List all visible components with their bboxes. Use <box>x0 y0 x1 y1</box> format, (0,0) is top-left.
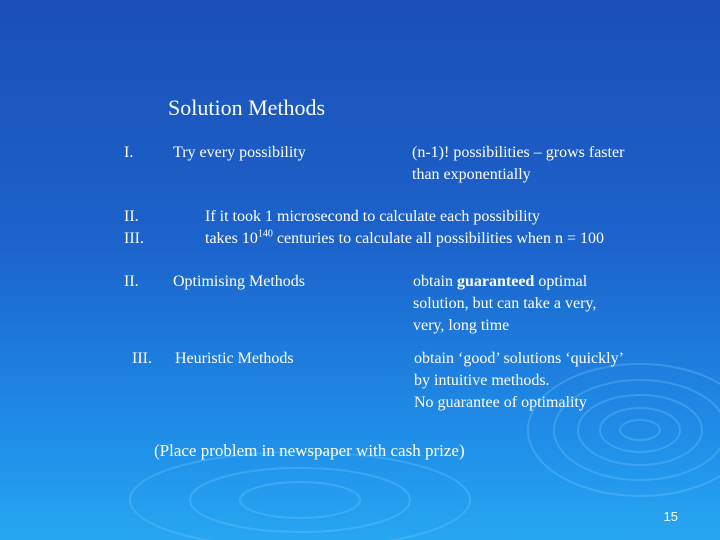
centuries-post: centuries to calculate all possibilities when n = 100 <box>272 230 605 247</box>
desc-optimising-post: optimal <box>534 273 588 290</box>
exponent: 140 <box>257 228 273 240</box>
centuries-line <box>205 228 604 250</box>
desc-optimising-bold: guaranteed <box>457 273 535 290</box>
method-optimising: Optimising Methods <box>173 273 306 290</box>
desc-try-every-line2: than exponentially <box>412 166 531 183</box>
footer-note: (Place problem in newspaper with cash prize) <box>154 441 465 460</box>
numeral-i: I. <box>124 144 134 161</box>
desc-heuristic-line3: No guarantee of optimality <box>414 394 587 411</box>
numeral-ii-b: II. <box>124 273 139 290</box>
desc-optimising-line1 <box>413 271 587 293</box>
numeral-iii-a: III. <box>124 230 144 247</box>
desc-optimising-line2: solution, but can take a very, <box>413 295 597 312</box>
numeral-iii-b: III. <box>132 350 152 367</box>
desc-heuristic-line2: by intuitive methods. <box>414 372 550 389</box>
slide-number: 15 <box>663 509 678 524</box>
microsecond-line: If it took 1 microsecond to calculate each possibility <box>205 208 541 225</box>
method-heuristic: Heuristic Methods <box>175 350 294 367</box>
desc-optimising-line3: very, long time <box>413 317 510 334</box>
slide-title: Solution Methods <box>168 95 326 120</box>
centuries-pre: takes 10 <box>205 230 258 247</box>
numeral-ii-a: II. <box>124 208 139 225</box>
method-try-every: Try every possibility <box>173 144 306 161</box>
desc-optimising-pre: obtain <box>413 273 457 290</box>
desc-heuristic-line1: obtain ‘good’ solutions ‘quickly’ <box>414 350 624 367</box>
desc-try-every-line1: (n-1)! possibilities – grows faster <box>412 144 625 161</box>
